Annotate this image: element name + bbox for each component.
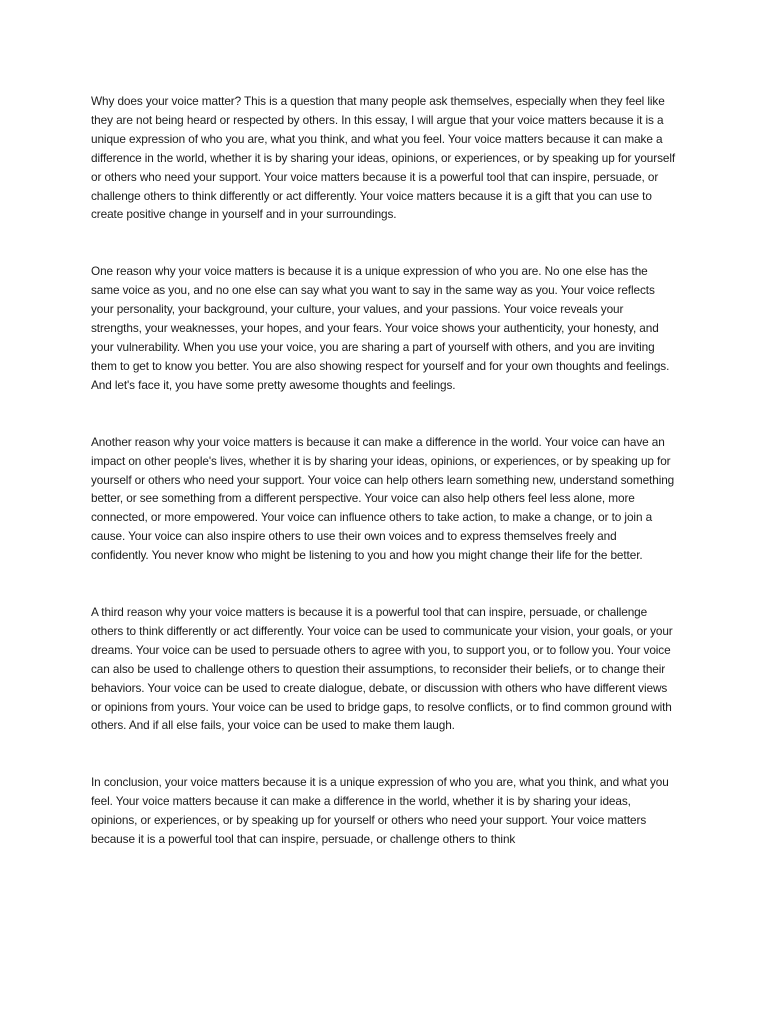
paragraph-conclusion: In conclusion, your voice matters because it is a unique expression of who you are, what you think, and what you feel. Your voice matters because it can make a difference in the world, whether it is by sharing your ideas, opinions, or experiences, or by speaking up for yourself or others who need your support. Your voice matters because it is a powerful tool that can inspire, persuade, or challenge others to think bbox=[91, 775, 669, 847]
paragraph-powerful-tool: A third reason why your voice matters is because it is a powerful tool that can inspire, persuade, or challenge others to think differently or act differently. Your voice can be used to communicate your vision, your goals, or your dreams. Your voice can be used to persuade others to agree with you, to support you, or to follow you. Your voice can also be used to challenge others to question their assumptions, to reconsider their beliefs, or to change their behaviors. Your voice can be used to create dialogue, debate, or discussion with others who have different views or opinions from yours. Your voice can be used to bridge gaps, to resolve conflicts, or to find common ground with others. And if all else fails, your voice can be used to make them laugh. bbox=[91, 605, 673, 733]
paragraph-intro: Why does your voice matter? This is a question that many people ask themselves, especially when they feel like they are not being heard or respected by others. In this essay, I will argue that your voice matters because it is a unique expression of who you are, what you think, and what you feel. Your voice matters because it can make a difference in the world, whether it is by sharing your ideas, opinions, or experiences, or by speaking up for yourself or others who need your support. Your voice matters because it is a powerful tool that can inspire, persuade, or challenge others to think differently or act differently. Your voice matters because it is a gift that you can use to create positive change in yourself and in your surroundings. bbox=[91, 94, 676, 222]
paragraph-make-difference: Another reason why your voice matters is because it can make a difference in the world. Your voice can have an impact on other people's lives, whether it is by sharing your ideas, opinions, or experiences, or by speaking up for yourself or others who need your support. Your voice can help others learn something new, understand something better, or see something from a different perspective. Your voice can also help others feel less alone, more connected, or more empowered. Your voice can influence others to take action, to make a change, or to join a cause. Your voice can also inspire others to use their own voices and to express themselves freely and confidently. You never know who might be listening to you and how you might change their life for the better. bbox=[91, 434, 675, 563]
paragraph-unique-expression: One reason why your voice matters is because it is a unique expression of who you are. No one else has the same voice as you, and no one else can say what you want to say in the same way as you. Your voice reflects your personality, your background, your culture, your values, and your passions. Your voice reveals your strengths, your weaknesses, your hopes, and your fears. Your voice shows your authenticity, your honesty, and your vulnerability. When you use your voice, you are sharing a part of yourself with others, and you are inviting them to get to know you better. You are also showing respect for yourself and for your own thoughts and feelings. And let's face it, you have some pretty awesome thoughts and feelings. bbox=[91, 264, 670, 392]
document-page bbox=[91, 92, 676, 887]
